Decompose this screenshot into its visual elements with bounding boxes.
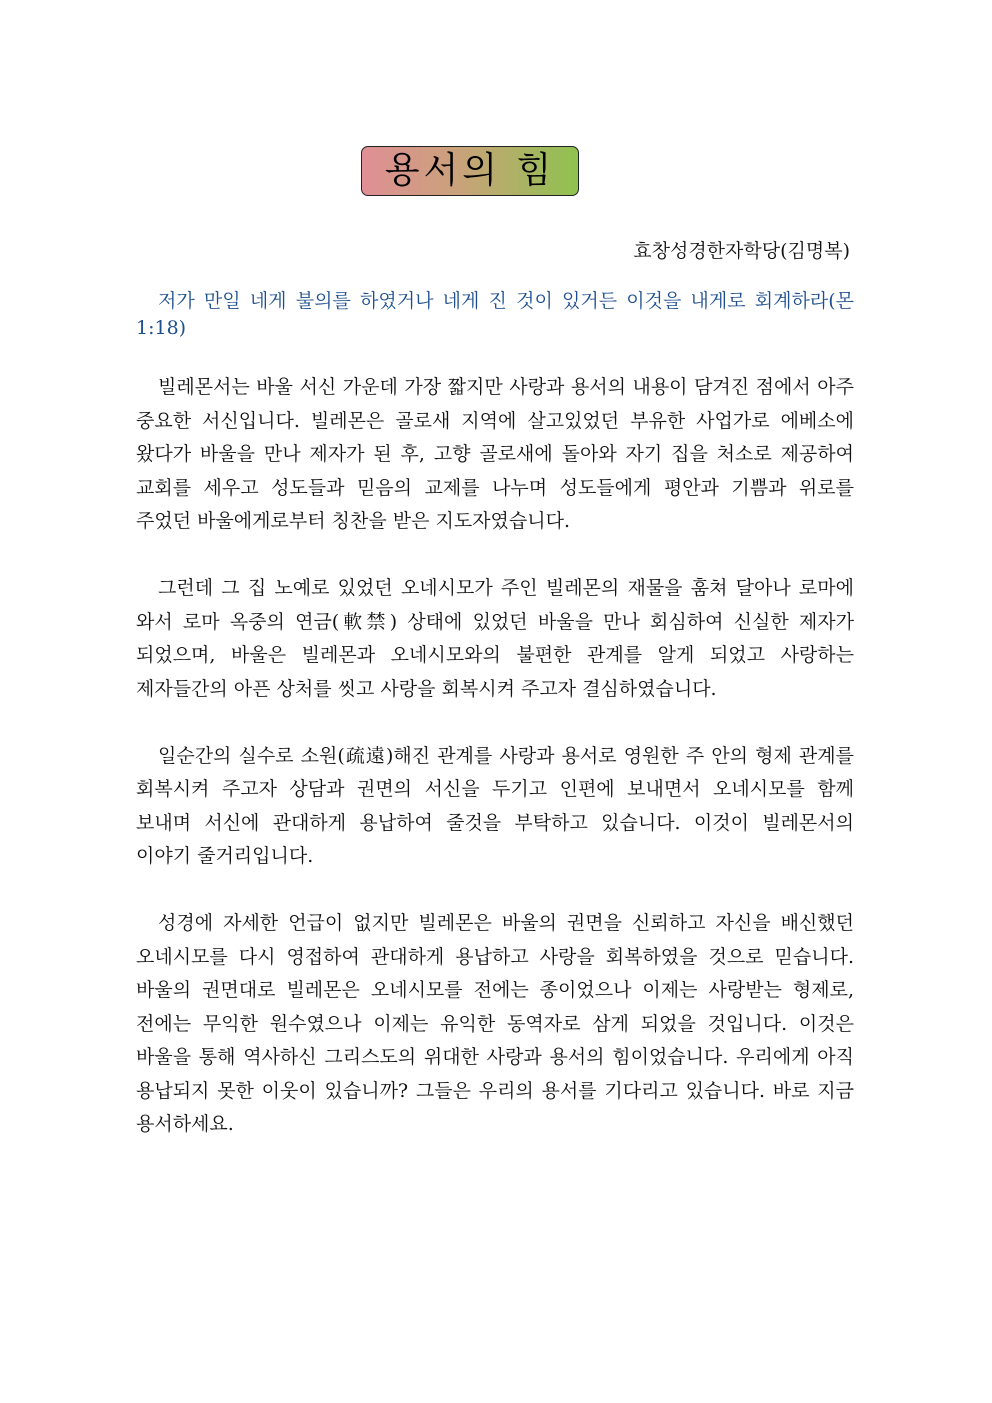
author-line: 효창성경한자학당(김명복) [633, 240, 850, 262]
title-banner [361, 146, 579, 196]
paragraph-4: 성경에 자세한 언급이 없지만 빌레몬은 바울의 권면을 신뢰하고 자신을 배신했던 오네시모를 다시 영접하여 관대하게 용납하고 사랑을 회복하였을 것으로 믿습니다. 바울의 권면대로 빌레몬은 오네시모를 전에는 종이었으나 이제는 사랑받는 형제로, 전에는 무익한 원수였으나 이제는 유익한 동역자로 삼게 되었을 것입니다. 이것은 바울을 통해 역사하신 그리스도의 위대한 사랑과 용서의 힘이었습니다. 우리에게 아직 용납되지 못한 이웃이 있습니까? 그들은 우리의 용서를 기다리고 있습니다. 바로 지금 용서하세요. [136, 912, 854, 1135]
paragraph-3: 일순간의 실수로 소원(疏遠)해진 관계를 사랑과 용서로 영원한 주 안의 형제 관계를 회복시켜 주고자 상담과 권면의 서신을 두기고 인편에 보내면서 오네시모를 함께 보내며 서신에 관대하게 용납하여 줄것을 부탁하고 있습니다. 이것이 빌레몬서의 이야기 줄거리입니다. [136, 744, 854, 867]
paragraph-1: 빌레몬서는 바울 서신 가운데 가장 짧지만 사랑과 용서의 내용이 담겨진 점에서 아주 중요한 서신입니다. 빌레몬은 골로새 지역에 살고있었던 부유한 사업가로 에베소에 왔다가 바울을 만나 제자가 된 후, 고향 골로새에 돌아와 자기 집을 처소로 제공하여 교회를 세우고 성도들과 믿음의 교제를 나누며 성도들에게 평안과 기쁨과 위로를 주었던 바울에게로부터 칭찬을 받은 지도자였습니다. [136, 376, 854, 532]
document-body [136, 371, 854, 1175]
page-title: 용서의 힘 [384, 150, 556, 191]
scripture-verse: 저가 만일 네게 불의를 하였거나 네게 진 것이 있거든 이것을 내게로 회계하라(몬 1:18) [136, 290, 854, 339]
paragraph-2: 그런데 그 집 노예로 있었던 오네시모가 주인 빌레몬의 재물을 훔쳐 달아나 로마에 와서 로마 옥중의 연금(軟禁) 상태에 있었던 바울을 만나 회심하여 신실한 제자가 되었으며, 바울은 빌레몬과 오네시모와의 불편한 관계를 알게 되었고 사랑하는 제자들간의 아픈 상처를 씻고 사랑을 회복시켜 주고자 결심하였습니다. [136, 577, 854, 700]
